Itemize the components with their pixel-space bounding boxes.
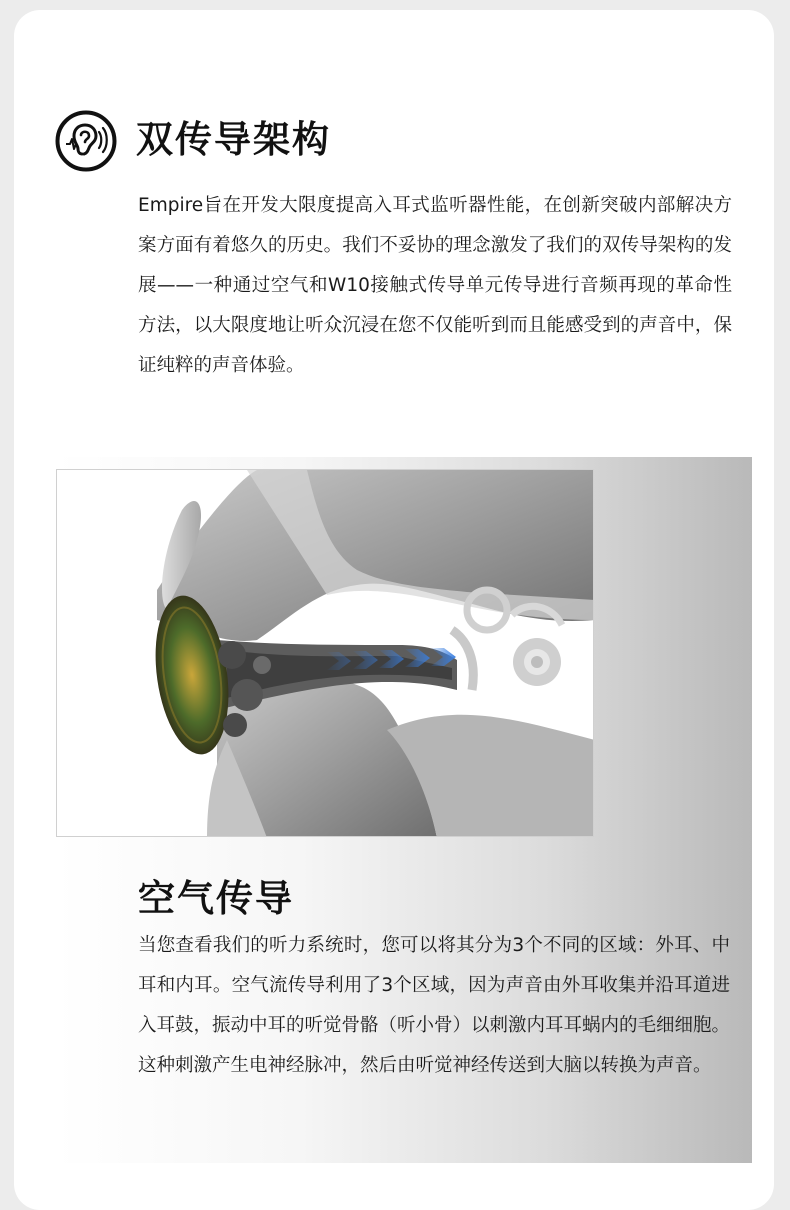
section-title: 双传导架构 (136, 118, 331, 161)
subsection-body: 当您查看我们的听力系统时，您可以将其分为3个不同的区域：外耳、中耳和内耳。空气流传导利用了3个区域，因为声音由外耳收集并沿耳道进入耳鼓，振动中耳的听觉骨骼（听小骨）以刺激内耳耳蜗内的毛细细胞。这种刺激产生电神经脉冲，然后由听觉神经传送到大脑以转换为声音。 (138, 935, 731, 1076)
ear-cross-section-image (56, 469, 594, 837)
subsection-title: 空气传导 (138, 877, 294, 920)
ear-illustration (57, 470, 594, 837)
ear-sound-icon (55, 110, 117, 172)
section-body: Empire旨在开发大限度提高入耳式监听器性能，在创新突破内部解决方案方面有着悠久的历史。我们不妥协的理念激发了我们的双传导架构的发展——一种通过空气和W10接触式传导单元传导进行音频再现的革命性方法，以大限度地让听众沉浸在您不仅能听到而且能感受到的声音中，保证纯粹的声音体验。 (138, 195, 732, 376)
